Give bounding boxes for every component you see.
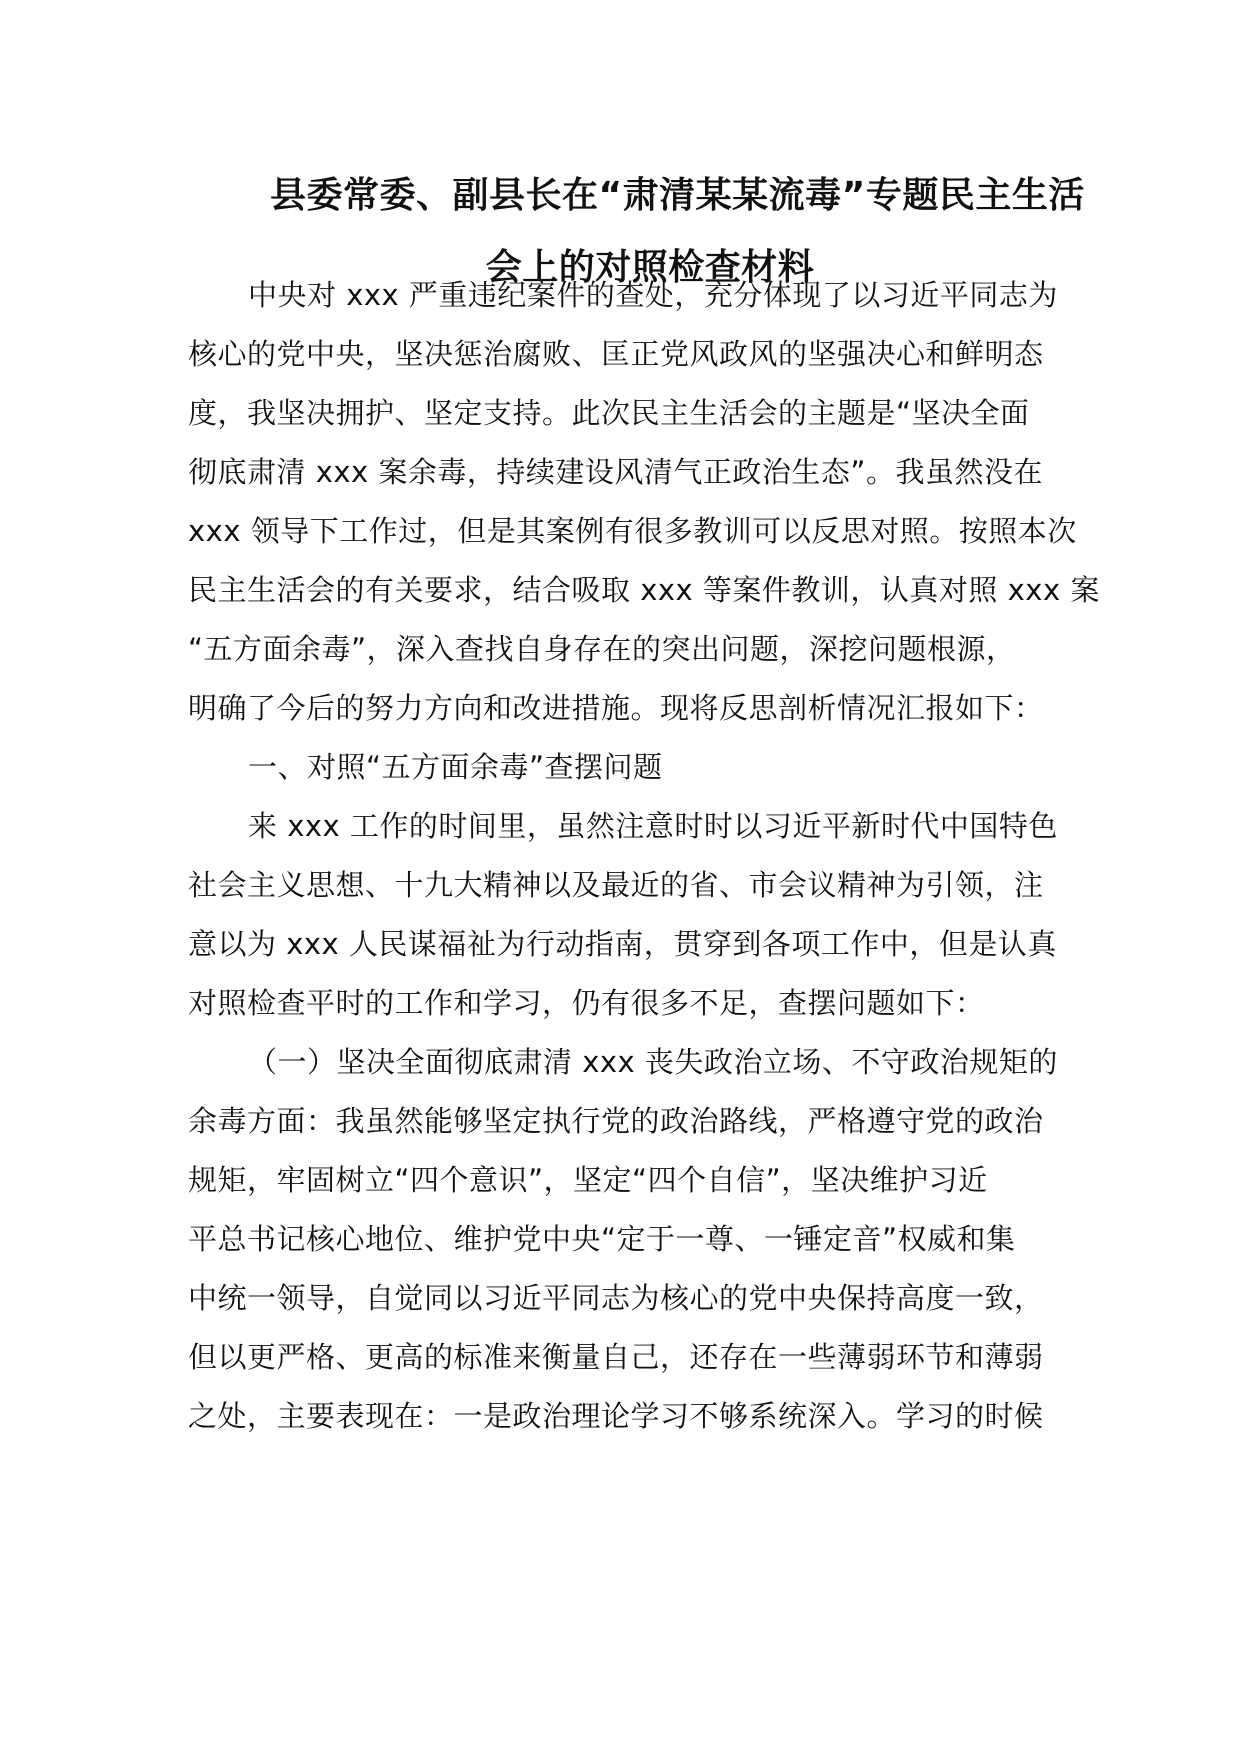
paragraph-line: 来 xxx 工作的时间里，虽然注意时时以习近平新时代中国特色 bbox=[248, 809, 1058, 843]
paragraph-line: 对照检查平时的工作和学习，仍有很多不足，查摆问题如下： bbox=[188, 986, 985, 1020]
paragraph-line: 度，我坚决拥护、坚定支持。此次民主生活会的主题是“坚决全面 bbox=[188, 396, 1030, 430]
paragraph-line: 平总书记核心地位、维护党中央“定于一尊、一锤定音”权威和集 bbox=[188, 1222, 1016, 1256]
paragraph-line: xxx 领导下工作过，但是其案例有很多教训可以反思对照。按照本次 bbox=[188, 514, 1077, 548]
paragraph-line: 意以为 xxx 人民谋福祉为行动指南，贯穿到各项工作中，但是认真 bbox=[188, 927, 1057, 961]
paragraph-line: 规矩，牢固树立“四个意识”，坚定“四个自信”，坚决维护习近 bbox=[188, 1163, 988, 1197]
paragraph-line: 民主生活会的有关要求，结合吸取 xxx 等案件教训，认真对照 xxx 案 bbox=[188, 573, 1100, 607]
paragraph-line: （一）坚决全面彻底肃清 xxx 丧失政治立场、不守政治规矩的 bbox=[248, 1045, 1058, 1079]
paragraph-line: 余毒方面：我虽然能够坚定执行党的政治路线，严格遵守党的政治 bbox=[188, 1104, 1044, 1138]
paragraph-line: 核心的党中央，坚决惩治腐败、匡正党风政风的坚强决心和鲜明态 bbox=[188, 337, 1044, 371]
document-title-line-1: 县委常委、副县长在“肃清某某流毒”专题民主生活 bbox=[270, 175, 1085, 216]
paragraph-line: 中统一领导，自觉同以习近平同志为核心的党中央保持高度一致， bbox=[188, 1281, 1044, 1315]
paragraph-line: “五方面余毒”，深入查找自身存在的突出问题，深挖问题根源， bbox=[188, 632, 1016, 666]
paragraph-line: 但以更严格、更高的标准来衡量自己，还存在一些薄弱环节和薄弱 bbox=[188, 1340, 1044, 1374]
paragraph-line: 社会主义思想、十九大精神以及最近的省、市会议精神为引领，注 bbox=[188, 868, 1044, 902]
section-heading: 一、对照“五方面余毒”查摆问题 bbox=[248, 750, 663, 784]
paragraph-line: 中央对 xxx 严重违纪案件的查处，充分体现了以习近平同志为 bbox=[248, 278, 1058, 312]
paragraph-line: 明确了今后的努力方向和改进措施。现将反思剖析情况汇报如下： bbox=[188, 691, 1044, 725]
paragraph-line: 彻底肃清 xxx 案余毒，持续建设风清气正政治生态”。我虽然没在 bbox=[188, 455, 1043, 489]
document-title-line-2: 会上的对照检查材料 bbox=[485, 247, 815, 288]
paragraph-line: 之处，主要表现在：一是政治理论学习不够系统深入。学习的时候 bbox=[188, 1399, 1044, 1433]
